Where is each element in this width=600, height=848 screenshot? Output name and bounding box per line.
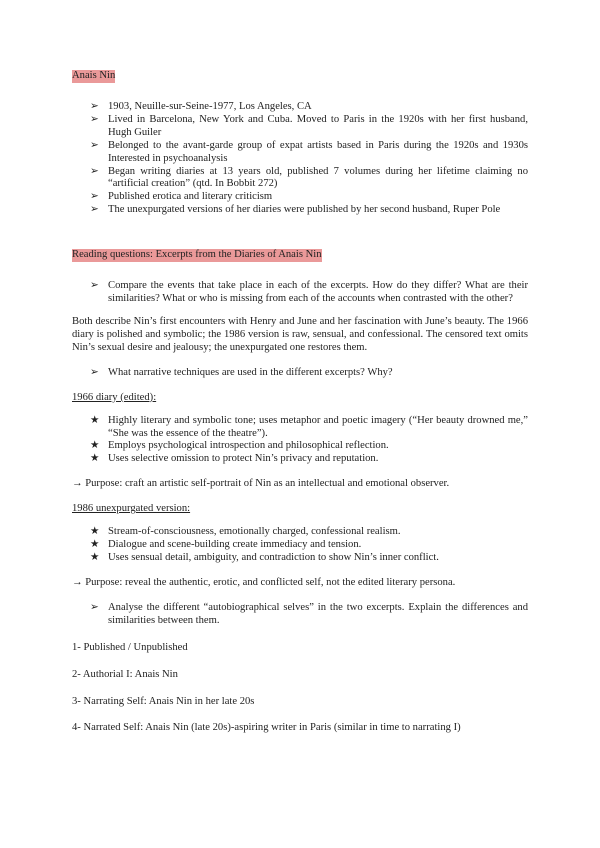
self-item: 1- Published / Unpublished: [72, 641, 188, 653]
diary-1966-list: [72, 415, 528, 467]
bio-list: [72, 101, 528, 217]
section-heading-wrap: [72, 249, 528, 262]
arrow-bullet-icon: ➢: [90, 366, 99, 378]
section-heading-anais-nin: Anais Nin: [72, 70, 116, 81]
list-item: ★ Highly literary and symbolic tone; uses metaphor and poetic imagery (“Her beauty drowned me,” “She was the essence of the theatre”).: [90, 414, 528, 439]
arrow-bullet-icon: ➢: [90, 601, 99, 613]
star-bullet-icon: ★: [90, 526, 100, 538]
diary-1966-label: 1966 diary (edited):: [72, 391, 157, 403]
section-heading-wrap: [72, 70, 528, 83]
list-item: ★ Uses selective omission to protect Nin’s privacy and reputation.: [90, 453, 379, 465]
list-item: ➢ The unexpurgated versions of her diaries were published by her second husband, Ruper Pole: [90, 204, 501, 216]
list-item: ➢ Compare the events that take place in each of the excerpts. How do they differ? What are their similarities? What or who is missing from each of the accounts when contrasted with the other?: [90, 280, 528, 305]
list-item: ➢ Belonged to the avant-garde group of expat artists based in Paris during the 1920s and 1930s Interested in psychoanalysis: [90, 139, 528, 164]
diary-1986-purpose: → Purpose: reveal the authentic, erotic, and conflicted self, not the edited literary persona.: [72, 576, 456, 588]
question-2: [72, 367, 528, 380]
arrow-bullet-icon: ➢: [90, 165, 99, 177]
section-heading-reading-questions: Reading questions: Excerpts from the Diaries of Anais Nin: [72, 249, 322, 261]
list-item: ★ Employs psychological introspection and philosophical reflection.: [90, 440, 389, 452]
star-bullet-icon: ★: [90, 453, 100, 465]
arrow-bullet-icon: ➢: [90, 280, 99, 292]
answer-1: Both describe Nin’s first encounters with Henry and June and her fascination with June’s beauty. The 1966 diary is polished and symbolic; the 1986 version is raw, sensual, and confessional. The censored text omits Nin’s sexual desire and jealousy; the unexpurgated one restores them.: [72, 315, 528, 353]
arrow-bullet-icon: ➢: [90, 100, 99, 112]
question-1: [72, 280, 528, 306]
question-3: [72, 602, 528, 628]
list-item: ★ Stream-of-consciousness, emotionally charged, confessional realism.: [90, 526, 401, 538]
diary-1966-purpose: → Purpose: craft an artistic self-portrait of Nin as an intellectual and emotional observer.: [72, 478, 450, 490]
self-item: 2- Authorial I: Anais Nin: [72, 668, 178, 680]
arrow-bullet-icon: ➢: [90, 191, 99, 203]
list-item: ★ Dialogue and scene-building create immediacy and tension.: [90, 539, 362, 551]
arrow-bullet-icon: ➢: [90, 204, 99, 216]
star-bullet-icon: ★: [90, 440, 100, 452]
star-bullet-icon: ★: [90, 551, 100, 563]
list-item: ➢ 1903, Neuille-sur-Seine-1977, Los Angeles, CA: [90, 100, 312, 112]
list-item: ★ Uses sensual detail, ambiguity, and contradiction to show Nin’s inner conflict.: [90, 551, 439, 563]
list-item: ➢ What narrative techniques are used in the different excerpts? Why?: [90, 366, 393, 378]
self-item: 3- Narrating Self: Anais Nin in her late 20s: [72, 695, 255, 707]
list-item: ➢ Began writing diaries at 13 years old, published 7 volumes during her lifetime claiming no “artificial creation” (qtd. In Bobbit 272): [90, 165, 528, 190]
arrow-bullet-icon: ➢: [90, 139, 99, 151]
diary-1986-label: 1986 unexpurgated version:: [72, 503, 191, 515]
document-page: [72, 70, 528, 735]
self-item: 4- Narrated Self: Anais Nin (late 20s)-aspiring writer in Paris (similar in time to narrating I): [72, 722, 461, 734]
star-bullet-icon: ★: [90, 414, 100, 426]
star-bullet-icon: ★: [90, 539, 100, 551]
list-item: ➢ Lived in Barcelona, New York and Cuba. Moved to Paris in the 1920s with her first husband, Hugh Guiler: [90, 113, 528, 138]
arrow-bullet-icon: ➢: [90, 113, 99, 125]
diary-1986-list: [72, 526, 528, 565]
list-item: ➢ Analyse the different “autobiographical selves” in the two excerpts. Explain the differences and similarities between them.: [90, 601, 528, 626]
list-item: ➢ Published erotica and literary criticism: [90, 191, 273, 203]
